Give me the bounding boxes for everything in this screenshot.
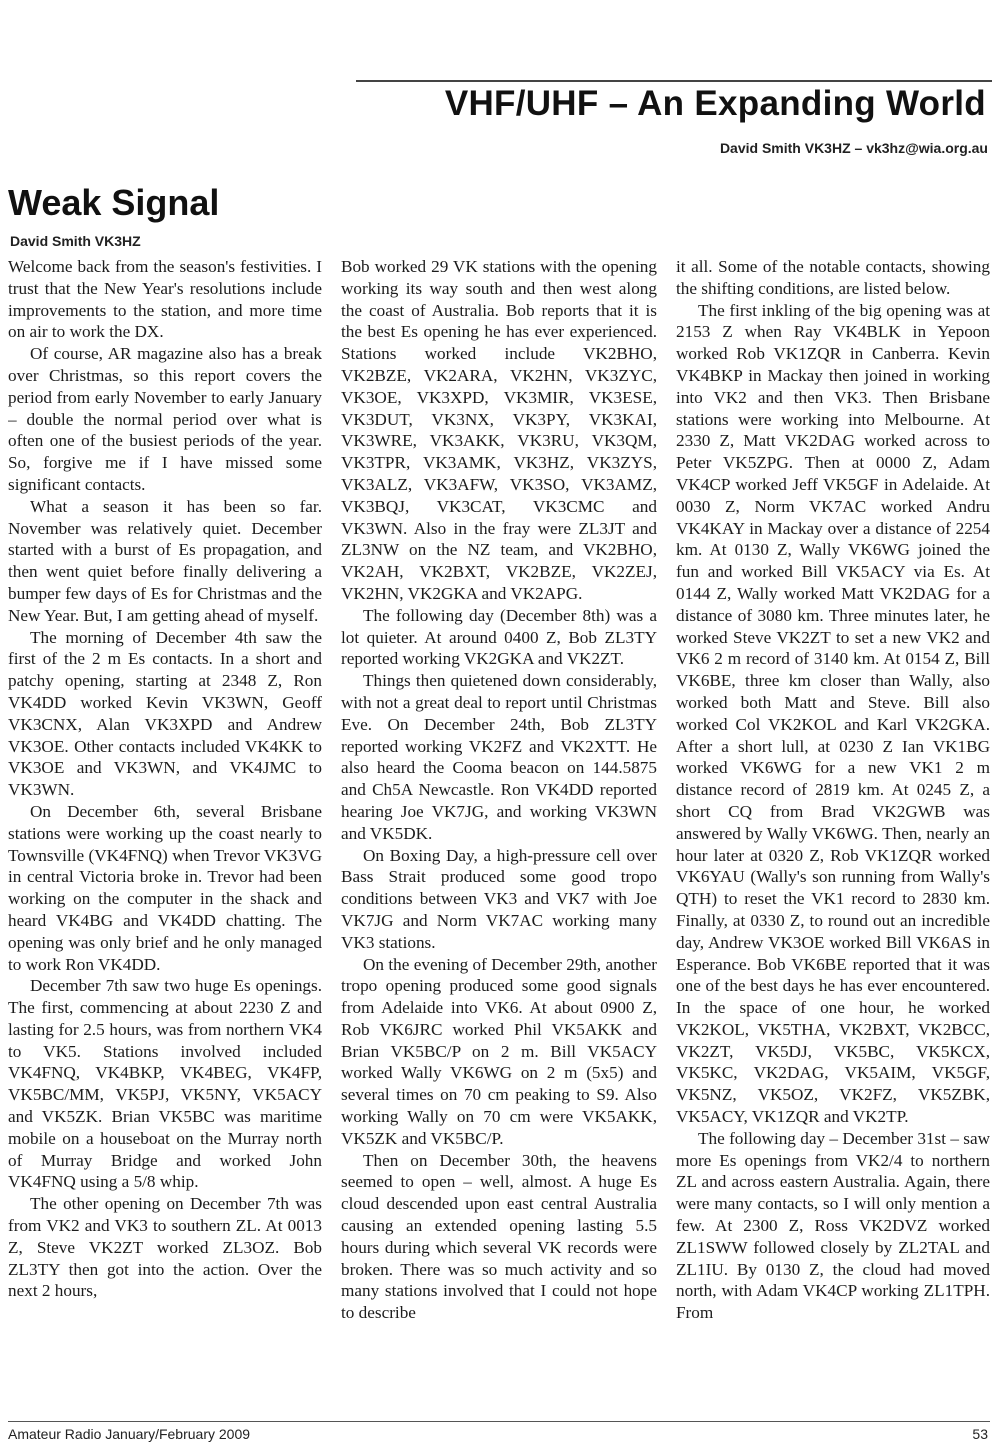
section-title: VHF/UHF – An Expanding World: [444, 84, 986, 123]
paragraph: The first inkling of the big opening was at 2153 Z when Ray VK4BLK in Yepoon worked Rob VK1ZQR in Canberra. Kevin VK4BKP in Mackay then joined in working into VK2 and then VK3. Then Brisbane stations were working into Melbourne. At 2330 Z, Matt VK2DAG worked across to Peter VK5ZPG. Then at 0000 Z, Adam VK4CP worked Jeff VK5GF in Adelaide. At 0030 Z, Norm VK7AC worked Andru VK4KAY in Mackay over a distance of 2254 km. At 0130 Z, Wally VK6WG joined the fun and worked Bill VK5ACY via Es. At 0144 Z, Wally worked Matt VK2DAG for a distance of 3080 km. Three minutes later, he worked Steve VK2ZT to set a new VK2 and VK6 2 m record of 3140 km. At 0154 Z, Bill VK6BE, three km closer than Wally, also worked both Matt and Steve. Bill also worked Col VK2KOL and Karl VK2GKA. After a short lull, at 0230 Z Ian VK1BG worked VK6WG for a new VK1 2 m distance record of 2819 km. At 0245 Z, a short CQ from Brad VK2GWB was answered by Wally VK6WG. Then, nearly an hour later at 0320 Z, Rob VK1ZQR worked VK6YAU (Wally's son running from Wally's QTH) to reset the VK1 record to 2830 km. Finally, at 0330 Z, to round out an incredible day, Andrew VK3OE worked Bill VK6AS in Esperance. Bob VK6BE reported that it was one of the best days he has ever encountered. In the space of one hour, he worked VK2KOL, VK5THA, VK2BXT, VK2BCC, VK2ZT, VK5DJ, VK5BC, VK5KCX, VK5KC, VK2DAG, VK5AIM, VK5GF, VK5NZ, VK5OZ, VK2FZ, VK5ZBK, VK5ACY, VK1ZQR and VK2TP.: [676, 300, 990, 1127]
paragraph: On December 6th, several Brisbane stations were working up the coast nearly to Townsville (VK4FNQ) when Trevor VK3VG in central Victoria broke in. Trevor had been working on the computer in the shack and heard VK4BG and VK4DD chatting. The opening was only brief and he only managed to work Ron VK4DD.: [8, 801, 322, 974]
footer-rule: [8, 1421, 990, 1422]
article-author: David Smith VK3HZ: [10, 233, 141, 249]
paragraph: Things then quietened down considerably, with not a great deal to report until Christmas Eve. On December 24th, Bob ZL3TY reported working VK2FZ and VK2XTT. He also heard the Cooma beacon on 144.5875 and Ch5A Newcastle. Ron VK4DD reported hearing Joe VK7JG, and working VK3WN and VK5DK.: [341, 671, 657, 843]
section-header-rule: [356, 80, 992, 82]
paragraph: On the evening of December 29th, another tropo opening produced some good signals from Adelaide into VK6. At about 0900 Z, Rob VK6JRC worked Phil VK5AKK and Brian VK5BC/P on 2 m. Bill VK5ACY worked Wally VK6WG on 2 m (5x5) and several times on 70 cm peaking to S9. Also working Wally on 70 cm were VK5AKK, VK5ZK and VK5BC/P.: [341, 954, 657, 1148]
text-column-1: [8, 256, 322, 1416]
paragraph: Welcome back from the season's festivities. I trust that the New Year's resolutions include improvements to the station, and more time on air to work the DX.: [8, 257, 322, 342]
text-column-3: [676, 256, 990, 1416]
page-number: 53: [972, 1426, 988, 1442]
paragraph: December 7th saw two huge Es openings. The first, commencing at about 2230 Z and lasting for 2.5 hours, was from northern VK4 to VK5. Stations involved included VK4FNQ, VK4BKP, VK4BEG, VK4FP, VK5BC/MM, VK5PJ, VK5NY, VK5ACY and VK5ZK. Brian VK5BC was maritime mobile on a houseboat on the Murray north of Murray Bridge and worked John VK4FNQ using a 5/8 whip.: [8, 976, 322, 1192]
paragraph: The other opening on December 7th was from VK2 and VK3 to southern ZL. At 0013 Z, Steve VK2ZT worked ZL3OZ. Bob ZL3TY then got into the action. Over the next 2 hours,: [8, 1194, 322, 1301]
paragraph: Bob worked 29 VK stations with the opening working its way south and then west along the coast of Australia. Bob reports that it is the best Es opening he has ever experienced. Stations worked include VK2BHO, VK2BZE, VK2ARA, VK2HN, VK3ZYC, VK3OE, VK3XPD, VK3MIR, VK3ESE, VK3DUT, VK3NX, VK3PY, VK3KAI, VK3WRE, VK3AKK, VK3RU, VK3QM, VK3TPR, VK3AMK, VK3HZ, VK3ZYS, VK3ALZ, VK3AFW, VK3SO, VK3AMZ, VK3BQJ, VK3CAT, VK3CMC and VK3WN. Also in the fray were ZL3JT and ZL3NW on the NZ team, and VK2BHO, VK2AH, VK2BXT, VK2BZE, VK2ZEJ, VK2HN, VK2GKA and VK2APG.: [341, 257, 657, 603]
section-byline: David Smith VK3HZ – vk3hz@wia.org.au: [719, 140, 988, 156]
article-title: Weak Signal: [8, 182, 220, 223]
paragraph: On Boxing Day, a high-pressure cell over Bass Strait produced some good tropo conditions between VK3 and VK7 with Joe VK7JG and Norm VK7AC working many VK3 stations.: [341, 845, 657, 952]
paragraph: The morning of December 4th saw the first of the 2 m Es contacts. In a short and patchy opening, starting at 2348 Z, Ron VK4DD worked Kevin VK3WN, Geoff VK3CNX, Alan VK3XPD and Andrew VK3OE. Other contacts included VK4KK to VK3OE and VK3WN, and VK4JMC to VK3WN.: [8, 627, 322, 800]
paragraph: What a season it has been so far. November was relatively quiet. December started with a burst of Es propagation, and then went quiet before finally delivering a bumper few days of Es for Christmas and the New Year. But, I am getting ahead of myself.: [8, 496, 322, 625]
paragraph: Of course, AR magazine also has a break over Christmas, so this report covers the period from early November to early January – double the normal period over what is often one of the busiest periods of the year. So, forgive me if I have missed some significant contacts.: [8, 344, 322, 494]
paragraph: The following day (December 8th) was a lot quieter. At around 0400 Z, Bob ZL3TY reported working VK2GKA and VK2ZT.: [341, 605, 657, 669]
paragraph: The following day – December 31st – saw more Es openings from VK2/4 to northern ZL and across eastern Australia. Again, there were many contacts, so I will only mention a few. At 2300 Z, Ross VK2DVZ worked ZL1SWW followed closely by ZL2TAL and ZL1IU. By 0130 Z, the cloud had moved north, with Adam VK4CP working ZL1TPH. From: [676, 1128, 990, 1323]
text-column-2: [341, 256, 657, 1416]
publication-footer: Amateur Radio January/February 2009: [8, 1426, 251, 1442]
paragraph: Then on December 30th, the heavens seemed to open – well, almost. A huge Es cloud descended upon east central Australia causing an extended opening lasting 5.5 hours during which several VK records were broken. There was so much activity and so many stations involved that I could not hope to describe: [341, 1150, 657, 1323]
paragraph: it all. Some of the notable contacts, showing the shifting conditions, are listed below.: [676, 257, 990, 298]
